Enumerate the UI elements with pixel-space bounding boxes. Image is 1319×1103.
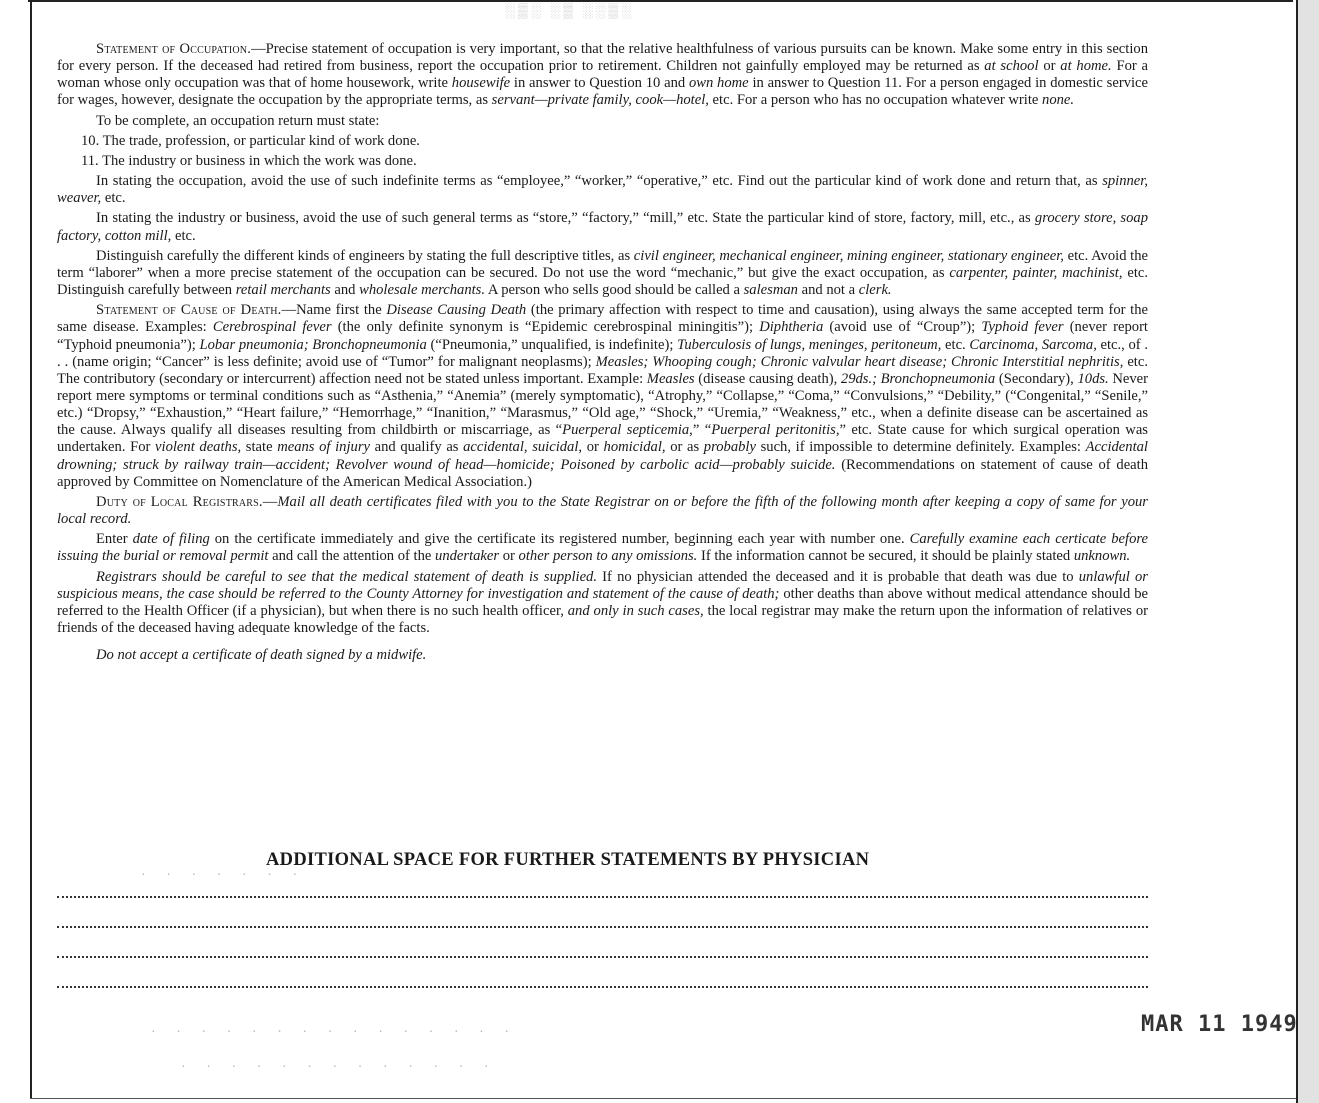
text-run: etc. The contributory (secondary or intercurrent) affection need not be stated unless important. Example: [57, 353, 1148, 387]
text-run: on the certificate immediately and give the certificate its registered number, beginning each year with number one. [209, 531, 910, 548]
italic-text-run: homicidal, [603, 439, 666, 456]
italic-text-run: servant—private family, cook—hotel, [491, 92, 709, 109]
text-run: etc. Avoid the term “laborer” when a more precise statement of the occupation can be secured. Do not use the word “mechanic,” but give the exact occupation, as [57, 247, 1149, 281]
italic-text-run: Tuberculosis of lungs, meninges, peritoneum, [677, 336, 942, 353]
received-date-stamp: MAR 11 1949 [1141, 1012, 1298, 1037]
text-run: (Secondary), [995, 370, 1078, 387]
text-run: etc. [941, 336, 970, 353]
text-run: etc., of . . . (name origin; “Cancer” is less definite; avoid use of “Tumor” for malignant neoplasms); [57, 336, 1148, 370]
text-run: etc. [171, 227, 196, 244]
italic-text-run: wholesale merchants. [359, 282, 486, 299]
italic-text-run: Puerperal septicemia, [562, 422, 693, 439]
item-11: 11. The industry or business in which the work was done. [81, 152, 417, 169]
text-run: or [582, 439, 604, 456]
registrars-paragraph [57, 494, 1148, 528]
bleed-through-smudge: ░▒░ ░▒ ░░▒░ [505, 4, 635, 19]
text-run: state [241, 439, 278, 456]
cause-heading: Statement of Cause of Death. [96, 302, 282, 319]
italic-text-run: 10ds. [1077, 370, 1109, 387]
midwife-note [57, 647, 1148, 664]
italic-text-run: unlawful or suspicious means, the case should be referred to the County Attorney for investigation and statement of the cause of death; [57, 568, 1148, 602]
text-run: If the information cannot be secured, it should be plainly stated [697, 548, 1074, 565]
text-run: and qualify as [369, 439, 464, 456]
text-run: such, if impossible to determine definitely. Examples: [755, 439, 1086, 456]
cause-paragraph [57, 302, 1148, 491]
text-run: (disease causing death), [694, 370, 841, 387]
italic-text-run: Measles [646, 370, 695, 387]
italic-text-run: undertaker [435, 548, 500, 565]
occupation-paragraph [57, 41, 1148, 110]
text-run: Enter [96, 531, 133, 548]
text-run: —Name first the [281, 302, 387, 319]
italic-text-run: Registrars should be careful to see that the medical statement of death is supplied. [96, 568, 597, 585]
physician-statement-line-4 [57, 986, 1148, 988]
text-run: other deaths than above without medical attendance should be referred to the Health Officer (if a physician), but when there is no such health officer, [57, 585, 1148, 619]
instructions-text [57, 41, 1148, 664]
item-10: 10. The trade, profession, or particular kind of work done. [81, 132, 420, 149]
text-run: etc. For a person who has no occupation whatever write [708, 92, 1043, 109]
italic-text-run: carpenter, painter, machinist, [949, 264, 1123, 281]
italic-text-run: violent deaths, [155, 439, 242, 456]
text-run: (the only definite synonym is “Epidemic cerebrospinal miningitis”); [331, 319, 760, 336]
text-run: or [1038, 58, 1061, 75]
italic-text-run: own home [688, 75, 749, 92]
italic-text-run: at home. [1060, 58, 1112, 75]
italic-text-run: Accidental drowning; struck by railway train—accident; Revolver wound of head—homicide; Poisoned by carbolic acid—probably suicide. [57, 439, 1148, 473]
medical-statement-paragraph [57, 569, 1148, 638]
complete-intro: To be complete, an occupation return must state: [96, 112, 380, 129]
text-run: For a woman whose only occupation was that of home housework, write [57, 58, 1149, 92]
text-run: A person who sells good should be called a [485, 282, 744, 299]
italic-text-run: Mail all death certificates filed with you to the State Registrar on or before the fifth of the following month after keeping a copy of same for your local record. [57, 493, 1148, 528]
italic-text-run: Puerperal peritonitis, [711, 422, 840, 439]
italic-text-run: probably [703, 439, 756, 456]
italic-text-run: Lobar pneumonia; Bronchopneumonia [199, 336, 427, 353]
text-run: If no physician attended the deceased and it is probable that death was due to [597, 568, 1079, 585]
text-run: or as [665, 439, 704, 456]
frame-right-edge [1296, 0, 1319, 1103]
text-run: ” “ [692, 422, 712, 439]
text-run: the local registrar may make the return upon the information of relatives or friends of the deceased having adequate knowledge of the facts. [57, 602, 1148, 636]
italic-text-run: spinner, weaver, [57, 173, 1148, 207]
italic-text-run: at school [984, 58, 1039, 75]
text-run: in answer to Question 11. For a person engaged in domestic service for wages, however, designate the occupation by the appropriate terms, as [57, 75, 1148, 109]
italic-text-run: Disease Causing Death [386, 302, 527, 319]
italic-text-run: salesman [743, 282, 798, 299]
scan-noise: · · · · · · · [140, 868, 305, 881]
italic-text-run: 29ds.; Bronchopneumonia [840, 370, 996, 387]
italic-text-run: clerk. [858, 282, 892, 299]
italic-text-run: and only in such cases, [567, 602, 704, 619]
text-run: or [499, 548, 519, 565]
physician-statement-line-2 [57, 926, 1148, 928]
frame-bottom-border [30, 1098, 1296, 1099]
text-run: (“Pneumonia,” unqualified, is indefinite); [426, 336, 678, 353]
italic-text-run: Diphtheria [759, 319, 824, 336]
italic-text-run: accidental, suicidal, [463, 439, 583, 456]
text-run: in answer to Question 10 and [510, 75, 689, 92]
frame-left-border [30, 2, 32, 1098]
italic-text-run: civil engineer, mechanical engineer, mining engineer, stationary engineer, [633, 247, 1064, 264]
italic-text-run: Carefully examine each certicate before issuing the burial or removal permit [57, 531, 1148, 565]
text-run: etc. [101, 190, 126, 207]
registrars-heading: Duty of Local Registrars. [96, 493, 263, 510]
text-run: In stating the industry or business, avoid the use of such general terms as “store,” “factory,” “mill,” etc. State the particular kind of store, factory, mill, etc., as [96, 210, 1035, 227]
text-run: In stating the occupation, avoid the use of such indefinite terms as “employee,” “worker,” “operative,” etc. Find out the particular kind of work done and return that, as [96, 173, 1103, 190]
italic-text-run: date of filing [132, 531, 210, 548]
italic-text-run: none. [1042, 92, 1075, 109]
italic-text-run: grocery store, soap factory, cotton mill, [57, 210, 1148, 244]
occupation-heading: Statement of Occupation. [96, 41, 252, 57]
italic-text-run: Measles; Whooping cough; Chronic valvular heart disease; Chronic Interstitial nephritis, [595, 353, 1124, 370]
text-run: ” etc. State cause for which surgical operation was undertaken. For [57, 422, 1148, 456]
additional-space-heading: ADDITIONAL SPACE FOR FURTHER STATEMENTS BY PHYSICIAN [266, 850, 870, 870]
italic-text-run: other person to any omissions. [518, 548, 698, 565]
physician-statement-line-1 [57, 896, 1148, 898]
cause-text [57, 302, 1148, 490]
physician-statement-line-3 [57, 956, 1148, 958]
occupation-terms-paragraph [57, 173, 1148, 207]
italic-text-run: unknown. [1073, 548, 1131, 565]
text-run: Never report mere symptoms or terminal conditions such as “Asthenia,” “Anemia” (merely symptomatic), “Atrophy,” “Collapse,” “Coma,” “Convulsions,” “Debility,” (“Congenital,” “Senile,” etc.) “Dropsy,” “Exhaustion,” “Heart failure,” “Hemorrhage,” “Inanition,” “Marasmus,” “Old age,” “Shock,” “Uremia,” “Weakness,” etc., when a definite disease can be ascertained as the cause. Always qualify all diseases resulting from childbirth or miscarriage, as “ [57, 370, 1148, 439]
italic-text-run: housewife [451, 75, 511, 92]
text-run: etc. Distinguish carefully between [57, 264, 1148, 299]
text-run: and [330, 282, 360, 299]
text-run: (never report “Typhoid pneumonia”); [57, 319, 1148, 353]
midwife-note-text: Do not accept a certificate of death signed by a midwife. [96, 647, 427, 664]
text-run: — [262, 493, 278, 510]
scan-noise: · · · · · · · · · · · · · · · [150, 1025, 517, 1038]
italic-text-run: Cerebrospinal fever [212, 319, 332, 336]
filing-paragraph [57, 531, 1148, 565]
italic-text-run: Carcinoma, Sarcoma, [969, 336, 1097, 353]
engineers-paragraph [57, 248, 1148, 299]
text-run: (Recommendations on statement of cause of death approved by Committee on Nomenclature of the American Medical Association.) [57, 456, 1148, 490]
text-run: (avoid use of “Croup”); [823, 319, 982, 336]
text-run: (the primary affection with respect to time and causation), using always the same accepted term for the same disease. Examples: [57, 302, 1148, 336]
italic-text-run: Typhoid fever [981, 319, 1064, 336]
text-run: and call the attention of the [268, 548, 436, 565]
text-run: and not a [797, 282, 859, 299]
scan-noise: · · · · · · · · · · · · · [180, 1060, 496, 1073]
italic-text-run: means of injury [277, 439, 370, 456]
text-run: —Precise statement of occupation is very important, so that the relative healthfulness of various pursuits can be known. Make some entry in this section for every person. If the deceased had retired from business, report the occupation prior to retirement. Children not gainfully employed may be returned as [57, 41, 1148, 75]
text-run: Distinguish carefully the different kinds of engineers by stating the full descriptive titles, as [96, 247, 634, 264]
frame-top-border [28, 0, 1293, 2]
industry-terms-paragraph [57, 210, 1148, 244]
italic-text-run: retail merchants [235, 282, 331, 299]
